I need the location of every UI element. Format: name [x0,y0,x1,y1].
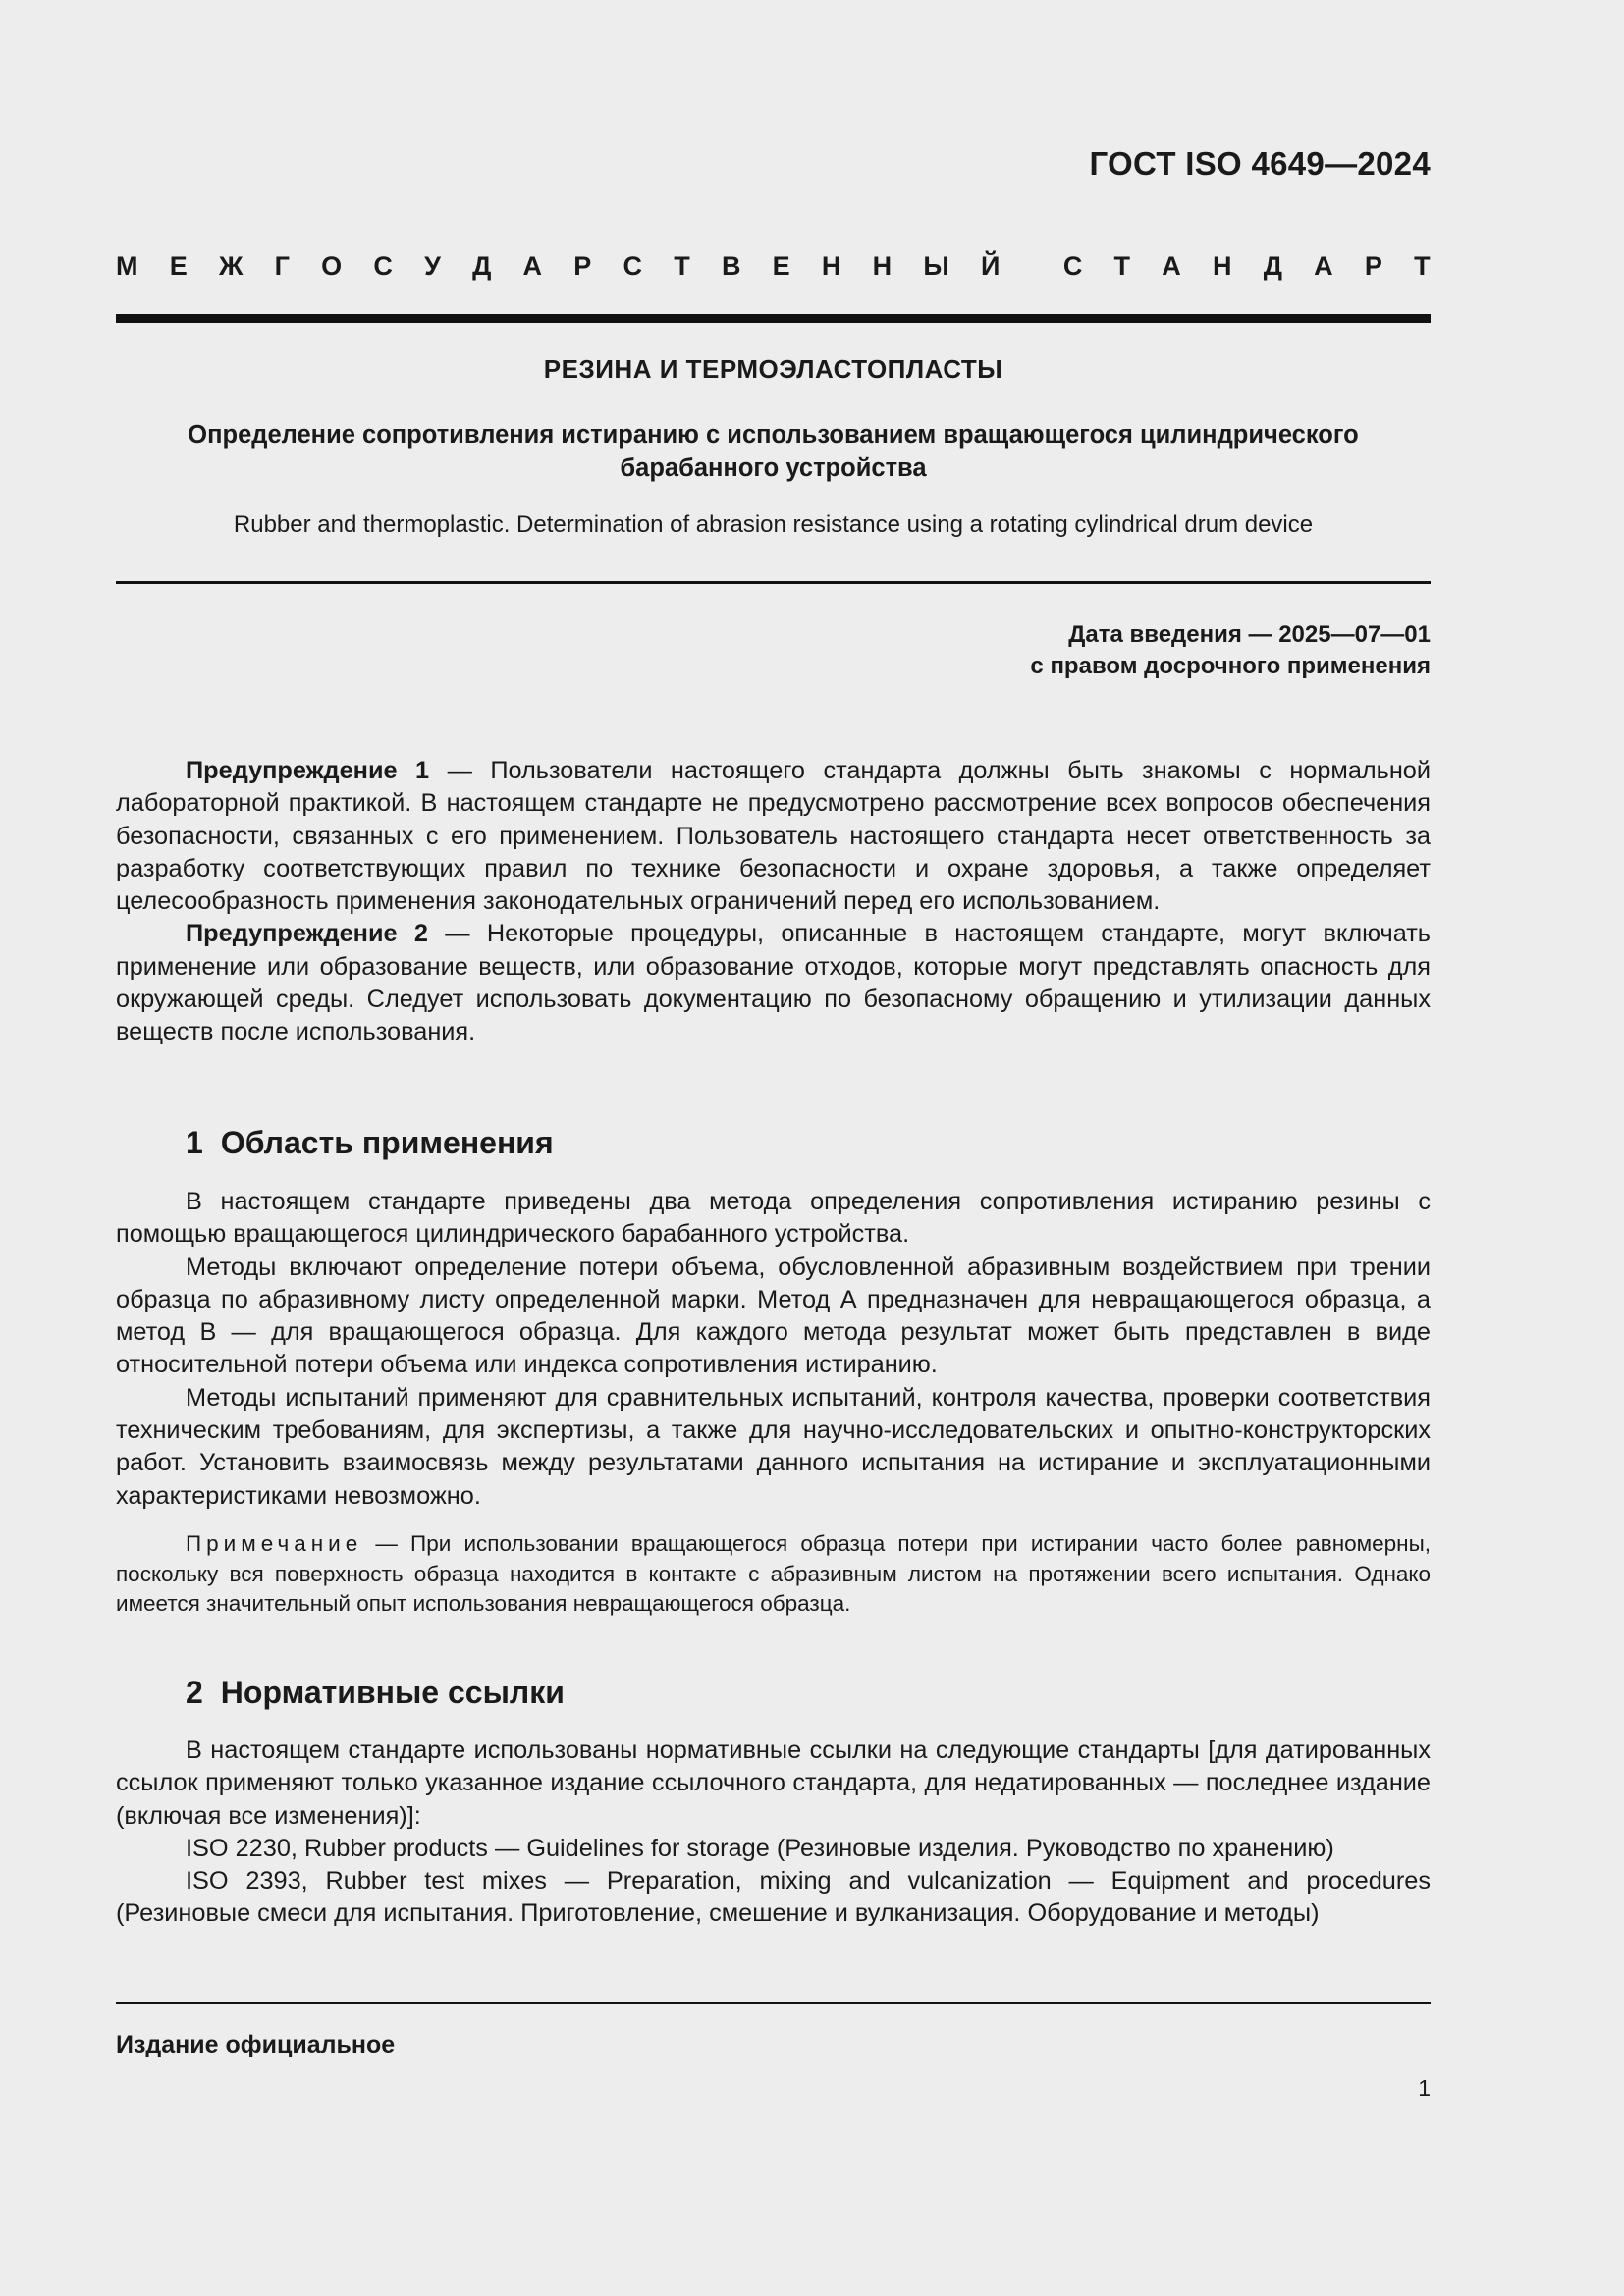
note-text: — При использовании вращающегося образца потери при истирании часто более равномерны, поскольку вся поверхность образца находится в контакте с абразивным листом на протяжении всего испытания. Однако имеется значительный опыт использования невращающегося образца. [116,1531,1431,1616]
introduction-date [1030,619,1431,682]
standard-type-letter: Н [872,251,893,281]
section-1-title: Область применения [220,1125,554,1160]
standard-type-letter: А [1162,251,1181,281]
standard-type-letter: Е [169,251,188,281]
standard-type-letter: О [321,251,343,281]
standard-type-letter: В [721,251,741,281]
standard-type-letter: Н [1212,251,1232,281]
footer-rule [116,2002,1431,2004]
warning-1 [116,755,1431,918]
standard-type-letter: Р [1364,251,1382,281]
standard-type-letter: Г [274,251,290,281]
standard-type-letter: Е [772,251,790,281]
standard-type-letter: Ы [923,251,949,281]
standard-type [116,251,1431,282]
standard-type-letter: С [373,251,393,281]
standard-type-letter: Р [573,251,592,281]
standard-type-letter: М [116,251,138,281]
warnings-block [116,755,1431,1049]
standard-type-letter: Т [1414,251,1431,281]
document-number: ГОСТ ISO 4649—2024 [1089,145,1431,182]
section-1-paragraph-1: В настоящем стандарте приведены два метода определения сопротивления истиранию резины с помощью вращающегося цилиндрического барабанного устройства. [116,1188,1431,1249]
section-1-paragraph-2: Методы включают определение потери объема, обусловленной абразивным воздействием при трении образца по абразивному листу определенной марки. Метод А предназначен для невращающегося образца, а метод В — для вращающегося образца. Для каждого метода результат может быть представлен в виде относительной потери объема или индекса сопротивления истиранию. [116,1253,1431,1379]
warning-1-label: Предупреждение 1 [186,757,430,784]
title-subtitle-line2: барабанного устройства [620,454,927,482]
section-2-number: 2 [186,1675,203,1710]
standard-type-letter: Н [821,251,841,281]
standard-type-letter: А [522,251,543,281]
section-1-heading [186,1125,554,1161]
section-1-paragraph-3: Методы испытаний применяют для сравнительных испытаний, контроля качества, проверки соответствия техническим требованиям, для экспертизы, а также для научно-исследовательских и опытно-конструкторских работ. Установить взаимосвязь между результатами данного испытания на истирание и эксплуатационными характеристиками невозможно. [116,1383,1431,1510]
standard-type-letter: А [1314,251,1333,281]
standard-type-letter: Й [980,251,1001,281]
section-2-reference-1: ISO 2230, Rubber products — Guidelines for storage (Резиновые изделия. Руководство по хранению) [186,1834,1334,1862]
section-2-heading [186,1675,565,1711]
section-2-title: Нормативные ссылки [220,1675,565,1710]
edition-label: Издание официальное [116,2031,396,2058]
note-label: Примечание [186,1531,363,1556]
section-2-body [116,1735,1431,1931]
standard-type-letter: У [424,251,441,281]
header-rule [116,314,1431,323]
title-subtitle [116,418,1431,485]
section-1-number: 1 [186,1125,203,1160]
standard-type-letter: Т [674,251,690,281]
page-number: 1 [1418,2075,1431,2101]
section-1-note [116,1529,1431,1620]
title-subtitle-line1: Определение сопротивления истиранию с использованием вращающегося цилиндрического [188,421,1359,449]
standard-type-letter: Т [1113,251,1131,281]
section-1-body [116,1186,1431,1513]
standard-type-letter: Д [1263,251,1282,281]
title-english: Rubber and thermoplastic. Determination of abrasion resistance using a rotating cylindrical drum device [233,511,1314,538]
warning-2-text: — Некоторые процедуры, описанные в настоящем стандарте, могут включать применение или образование веществ, или образование отходов, которые могут представлять опасность для окружающей среды. Следует использовать документацию по безопасному обращению и утилизации данных веществ после использования. [116,920,1431,1046]
warning-1-text: — Пользователи настоящего стандарта должны быть знакомы с нормальной лабораторной практикой. В настоящем стандарте не предусмотрено рассмотрение всех вопросов обеспечения безопасности, связанных с его применением. Пользователь настоящего стандарта несет ответственность за разработку соответствующих правил по технике безопасности и охране здоровья, а также определяет целесообразность применения законодательных ограничений перед его использованием. [116,757,1431,916]
warning-2 [116,918,1431,1048]
warning-2-label: Предупреждение 2 [186,920,428,948]
standard-type-letter: Д [472,251,492,281]
section-2-paragraph-1: В настоящем стандарте использованы нормативные ссылки на следующие стандарты [для датированных ссылок применяют только указанное издание ссылочного стандарта, для недатированных — последнее издание (включая все изменения)]: [116,1736,1431,1830]
section-2-reference-2: ISO 2393, Rubber test mixes — Preparation, mixing and vulcanization — Equipment and procedures (Резиновые смеси для испытания. Приготовление, смешение и вулканизация. Оборудование и методы) [116,1867,1431,1928]
standard-type-letter: С [1062,251,1083,281]
title-main: РЕЗИНА И ТЕРМОЭЛАСТОПЛАСТЫ [543,354,1003,384]
standard-type-letter: С [623,251,642,281]
introduction-date-line1: Дата введения — 2025—07—01 [1068,621,1431,648]
introduction-date-line2: с правом досрочного применения [1030,653,1431,679]
standard-type-letter: Ж [218,251,244,281]
title-rule [116,581,1431,584]
